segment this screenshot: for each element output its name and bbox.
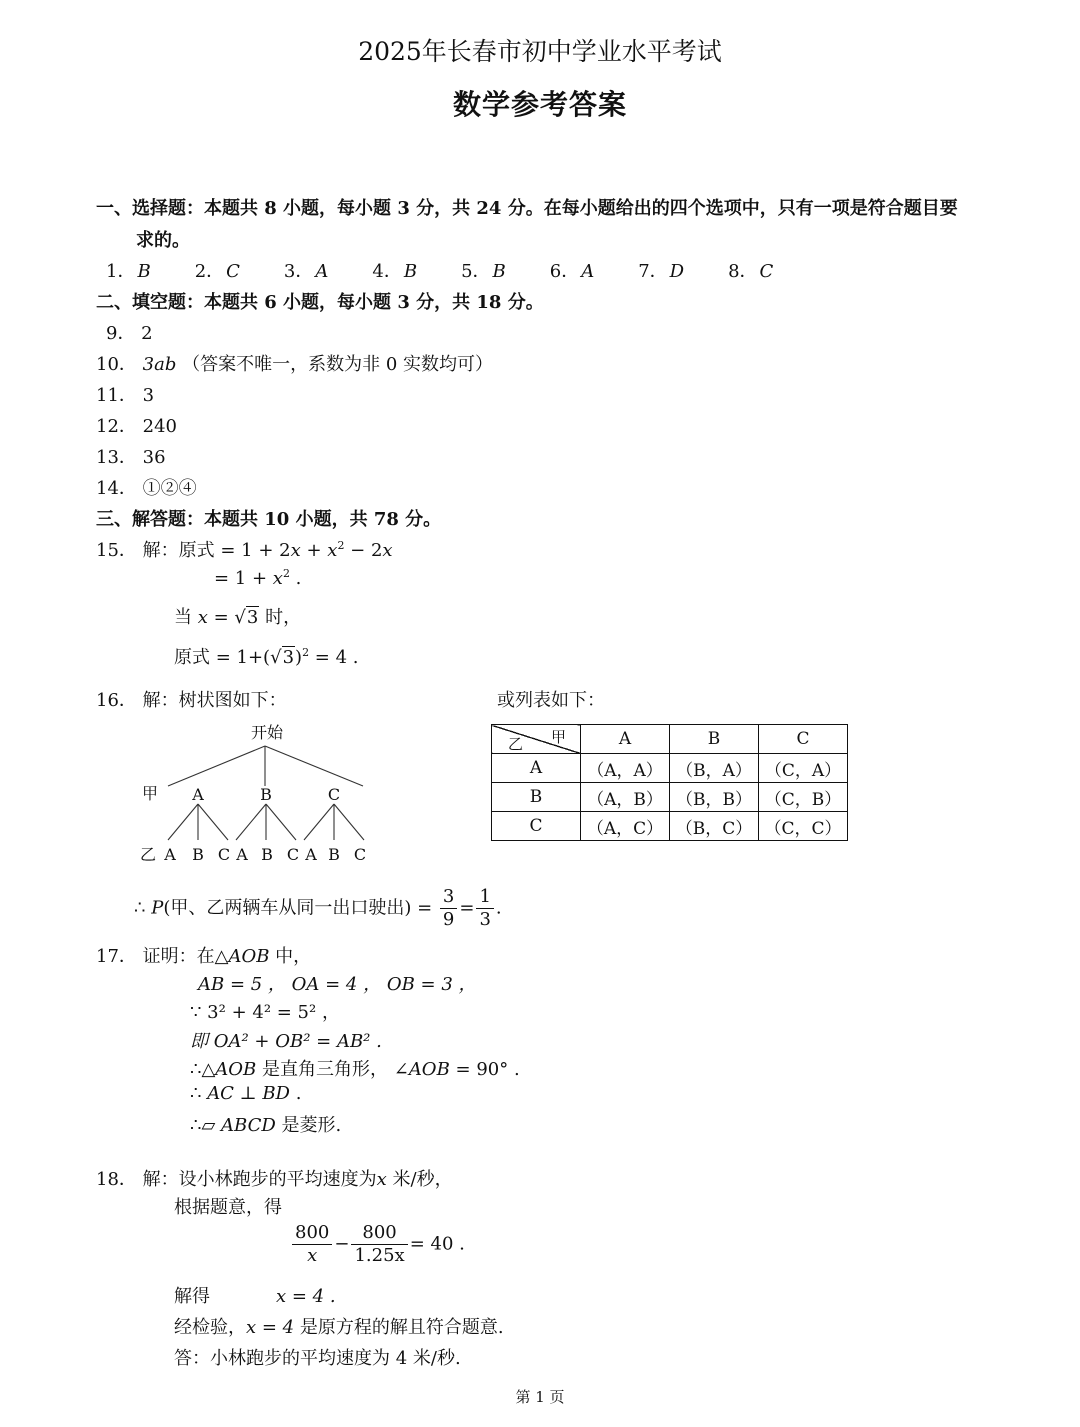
fraction: $\frac{1}{3}$ bbox=[476, 886, 493, 931]
table-col-header: 甲 bbox=[550, 728, 566, 746]
section3-heading: 三、解答题：本题共 10 小题，共 78 分。 bbox=[96, 509, 442, 530]
mc-answer-value: D bbox=[669, 261, 685, 282]
q18-line6: 答：小林跑步的平均速度为 4 米/秒. bbox=[174, 1348, 461, 1369]
q17-line3: ∵ 3² + 4² = 5² ， bbox=[190, 1002, 340, 1023]
page-number: 第 1 页 bbox=[515, 1388, 565, 1406]
fraction: $\frac{800}{1.25x}$ bbox=[351, 1222, 407, 1267]
mc-answer-value: C bbox=[226, 261, 240, 282]
table-cell: （B，C） bbox=[670, 812, 759, 841]
q18-line5: 经检验，x = 4 是原方程的解且符合题意. bbox=[174, 1317, 504, 1338]
table-cell: （B，A） bbox=[670, 754, 759, 783]
mc-answer-number: 5． bbox=[461, 261, 491, 282]
tree-leaf: C bbox=[353, 845, 367, 864]
section1-heading: 一、选择题：本题共 8 小题，每小题 3 分，共 24 分。在每小题给出的四个选项中，只有一项是符合题目要 bbox=[96, 198, 958, 219]
answer-10-note: （答案不唯一，系数为非 0 实数均可） bbox=[182, 354, 493, 375]
table-cell: （B，B） bbox=[670, 783, 759, 812]
q17-line6: ∴ AC ⊥ BD . bbox=[190, 1083, 302, 1104]
q18-equation: $\frac{800}{x}$ − $\frac{800}{1.25x}$ = 40 . bbox=[290, 1222, 465, 1267]
tree-level2-label: 乙 bbox=[139, 845, 157, 864]
tree-diagram bbox=[130, 718, 390, 868]
table-cell: （C，C） bbox=[759, 812, 848, 841]
q17-line1: 17． 证明：在△AOB 中， bbox=[96, 946, 312, 967]
table-row-label: B bbox=[492, 783, 581, 812]
q16-lead: 16． 解：树状图如下： bbox=[96, 690, 287, 711]
q15-line3: 当 x = √3 时， bbox=[174, 607, 302, 628]
table-row bbox=[492, 812, 848, 841]
table-cell: （A，C） bbox=[581, 812, 670, 841]
table-row-header: 乙 bbox=[508, 735, 524, 753]
tree-leaf: C bbox=[217, 845, 231, 864]
mc-answer-number: 1． bbox=[106, 261, 136, 282]
table-cell: （A，A） bbox=[581, 754, 670, 783]
q15-line2: = $1 + x^2$ . bbox=[214, 567, 302, 589]
fraction: $\frac{800}{x}$ bbox=[292, 1222, 332, 1267]
answer-10-expr: 3ab bbox=[142, 354, 177, 375]
mc-answer-value: B bbox=[137, 261, 151, 282]
q17-line7: ∴▱ ABCD 是菱形. bbox=[190, 1115, 342, 1136]
answer-12: 12． 240 bbox=[96, 416, 177, 437]
mc-answer-value: C bbox=[759, 261, 774, 282]
section2-heading: 二、填空题：本题共 6 小题，每小题 3 分，共 18 分。 bbox=[96, 292, 544, 313]
tree-leaf: B bbox=[328, 845, 340, 864]
tree-leaf: C bbox=[286, 845, 300, 864]
mc-answer-value: A bbox=[581, 261, 595, 282]
mc-answer-value: A bbox=[315, 261, 329, 282]
table-row-label: C bbox=[492, 812, 581, 841]
table-col-label: B bbox=[670, 725, 759, 754]
document-subtitle: 数学参考答案 bbox=[452, 88, 627, 121]
answer-10-num: 10． bbox=[96, 354, 137, 375]
mc-answer-number: 3． bbox=[283, 261, 314, 282]
tree-leaf: A bbox=[164, 845, 176, 864]
tree-root: 开始 bbox=[250, 723, 284, 742]
answer-14: 14． ①②④ bbox=[96, 478, 197, 499]
tree-leaf: B bbox=[192, 845, 204, 864]
mc-answer-number: 7． bbox=[638, 261, 668, 282]
table-cell: （C，B） bbox=[759, 783, 848, 812]
tree-node: A bbox=[192, 785, 204, 804]
mc-answer-value: B bbox=[492, 261, 506, 282]
tree-node: B bbox=[260, 785, 272, 804]
q17-line4: 即 OA² + OB² = AB² . bbox=[190, 1031, 382, 1052]
table-row bbox=[492, 754, 848, 783]
mc-answer-number: 2． bbox=[194, 261, 225, 282]
q16-conclusion: ∴ P(甲、乙两辆车从同一出口驶出) = $\frac{3}{9}$ = $\frac{1}{3}$ . bbox=[134, 886, 502, 930]
probability-table bbox=[491, 724, 848, 841]
answer-11: 11． 3 bbox=[96, 385, 155, 406]
q18-line2: 根据题意，得 bbox=[174, 1197, 282, 1218]
table-cell: （A，B） bbox=[581, 783, 670, 812]
answer-9: 9． 2 bbox=[106, 323, 153, 344]
mc-answer-number: 6． bbox=[549, 261, 580, 282]
tree-level1-label: 甲 bbox=[141, 784, 159, 803]
section1-heading-cont: 求的。 bbox=[136, 230, 190, 251]
q18-line4: 解得 x = 4 . bbox=[174, 1286, 336, 1307]
fraction: $\frac{3}{9}$ bbox=[440, 886, 457, 931]
table-corner bbox=[492, 725, 581, 754]
table-row-label: A bbox=[492, 754, 581, 783]
mc-answer-number: 4． bbox=[372, 261, 402, 282]
q15-line1: 15． 解：原式 = $1 + 2x + x^2 - 2x$ bbox=[96, 539, 393, 561]
tree-leaf: A bbox=[236, 845, 248, 864]
document-title: 2025年长春市初中学业水平考试 bbox=[358, 37, 722, 66]
q17-line5: ∴△AOB 是直角三角形， ∠AOB = 90° . bbox=[190, 1059, 520, 1080]
answer-13: 13． 36 bbox=[96, 447, 166, 468]
table-col-label: A bbox=[581, 725, 670, 754]
q17-line2: AB = 5 ， OA = 4 ， OB = 3 ， bbox=[198, 974, 477, 995]
tree-node: C bbox=[327, 785, 341, 804]
q18-line1: 18． 解：设小林跑步的平均速度为x 米/秒， bbox=[96, 1169, 453, 1190]
tree-leaf: B bbox=[261, 845, 273, 864]
q16-table-lead: 或列表如下： bbox=[497, 690, 605, 711]
mc-answer-number: 8． bbox=[728, 261, 758, 282]
q15-line4: 原式 = $1+(√3)^2 = 4$ . bbox=[174, 646, 359, 668]
table-col-label: C bbox=[759, 725, 848, 754]
tree-leaf: A bbox=[305, 845, 317, 864]
mc-answers bbox=[106, 257, 817, 283]
table-row bbox=[492, 783, 848, 812]
table-cell: （C，A） bbox=[759, 754, 848, 783]
mc-answer-value: B bbox=[403, 261, 418, 282]
answer-10 bbox=[96, 350, 493, 376]
